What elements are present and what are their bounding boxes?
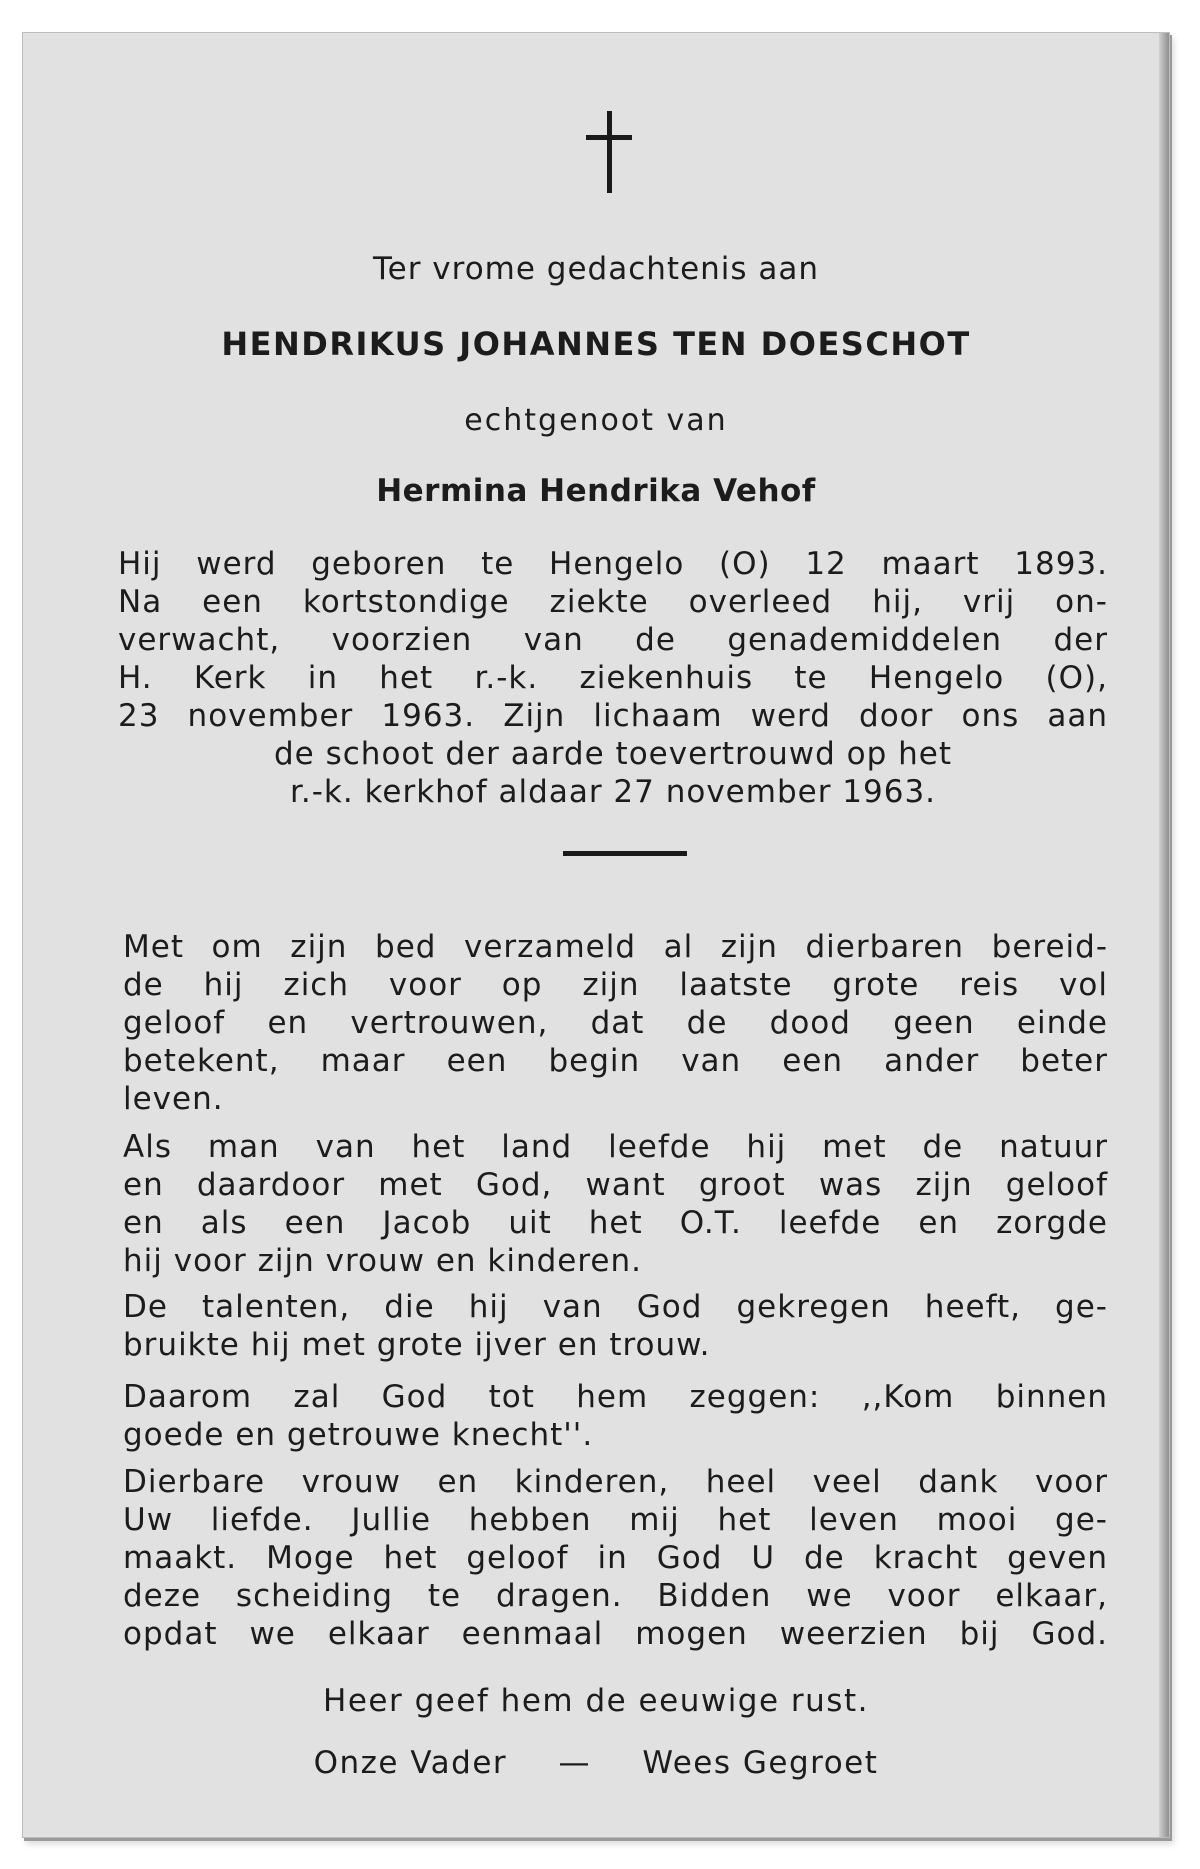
closing-prayer: Heer geef hem de eeuwige rust.: [323, 1683, 869, 1719]
text-line: Dierbare vrouw en kinderen, heel veel dank voor: [123, 1464, 1108, 1500]
cross-icon: [586, 111, 632, 193]
prayer-hail-mary: Wees Gegroet: [642, 1745, 879, 1781]
text-line: Uw liefde. Jullie hebben mij het leven mooi ge-: [123, 1502, 1108, 1538]
bio-line: de schoot der aarde toevertrouwd op het: [274, 736, 952, 772]
text-line: hij voor zijn vrouw en kinderen.: [123, 1243, 643, 1279]
card-edge: [1159, 33, 1169, 1837]
deceased-name: HENDRIKUS JOHANNES TEN DOESCHOT: [221, 325, 971, 363]
text-line: Daarom zal God tot hem zeggen: ,,Kom binnen: [123, 1379, 1108, 1415]
bio-line: 23 november 1963. Zijn lichaam werd door ons aan: [118, 698, 1108, 734]
divider: [563, 851, 687, 856]
spouse-name: Hermina Hendrika Vehof: [376, 473, 816, 509]
prayer-dash: —: [558, 1745, 592, 1781]
relation-line: echtgenoot van: [464, 403, 728, 438]
bio-line: Hij werd geboren te Hengelo (O) 12 maart 1893.: [118, 546, 1108, 582]
paragraph-talents: [123, 1288, 1108, 1364]
text-line: opdat we elkaar eenmaal mogen weerzien bij God.: [123, 1616, 1108, 1652]
text-line: geloof en vertrouwen, dat de dood geen einde: [123, 1005, 1108, 1041]
intro-line: Ter vrome gedachtenis aan: [372, 251, 820, 287]
bio-line: verwacht, voorzien van de genademiddelen der: [118, 622, 1108, 658]
bio-line: r.-k. kerkhof aldaar 27 november 1963.: [289, 774, 937, 810]
paragraph-servant: [123, 1378, 1108, 1454]
text-line: leven.: [123, 1081, 224, 1117]
bio-line: Na een kortstondige ziekte overleed hij, vrij on-: [118, 584, 1108, 620]
prayer-our-father: Onze Vader: [313, 1745, 508, 1781]
memorial-card: [22, 32, 1170, 1838]
text-line: de hij zich voor op zijn laatste grote reis vol: [123, 967, 1108, 1003]
paragraph-land: [123, 1128, 1108, 1280]
biography: [118, 545, 1108, 811]
text-line: maakt. Moge het geloof in God U de kracht geven: [123, 1540, 1108, 1576]
text-line: Met om zijn bed verzameld al zijn dierbaren bereid-: [123, 929, 1108, 965]
paragraph-family: [123, 1463, 1108, 1653]
text-line: Als man van het land leefde hij met de natuur: [123, 1129, 1108, 1165]
text-line: en daardoor met God, want groot was zijn geloof: [123, 1167, 1108, 1203]
prayer-line: [23, 1745, 1169, 1781]
text-line: en als een Jacob uit het O.T. leefde en zorgde: [123, 1205, 1108, 1241]
text-line: betekent, maar een begin van een ander beter: [123, 1043, 1108, 1079]
paragraph-farewell: [123, 928, 1108, 1118]
text-line: bruikte hij met grote ijver en trouw.: [123, 1327, 711, 1363]
bio-line: H. Kerk in het r.-k. ziekenhuis te Hengelo (O),: [118, 660, 1108, 696]
text-line: deze scheiding te dragen. Bidden we voor elkaar,: [123, 1578, 1108, 1614]
text-line: De talenten, die hij van God gekregen heeft, ge-: [123, 1289, 1108, 1325]
text-line: goede en getrouwe knecht''.: [123, 1417, 594, 1453]
